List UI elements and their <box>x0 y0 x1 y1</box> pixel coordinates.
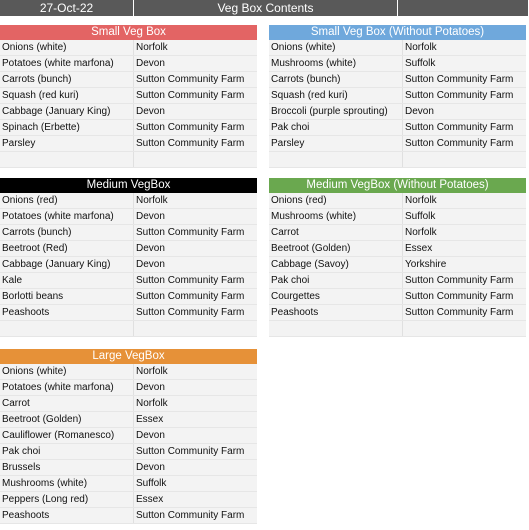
table-row <box>269 225 526 241</box>
small-veg-box-without-potatoes <box>269 25 526 168</box>
table-row <box>269 209 526 225</box>
table-row <box>0 289 257 305</box>
origin-cell[interactable]: Sutton Community Farm <box>136 275 245 286</box>
origin-cell[interactable]: Norfolk <box>136 195 168 206</box>
item-cell[interactable]: Squash (red kuri) <box>0 88 134 103</box>
table-row <box>0 104 257 120</box>
empty-row[interactable] <box>0 321 257 337</box>
table-row <box>269 257 526 273</box>
empty-cell[interactable] <box>134 152 257 167</box>
empty-cell[interactable] <box>134 321 257 336</box>
empty-cell[interactable] <box>403 152 526 167</box>
item-cell[interactable]: Mushrooms (white) <box>0 476 134 491</box>
origin-cell[interactable]: Devon <box>136 58 165 69</box>
item-cell[interactable]: Mushrooms (white) <box>269 209 403 224</box>
medium-vegbox-without-potatoes <box>269 178 526 337</box>
table-row <box>0 364 257 380</box>
table-row <box>0 396 257 412</box>
medium-vegbox <box>0 178 257 337</box>
origin-cell[interactable]: Sutton Community Farm <box>405 74 514 85</box>
item-cell[interactable]: Onions (red) <box>269 193 403 208</box>
table-row <box>0 476 257 492</box>
origin-cell[interactable]: Suffolk <box>136 478 167 489</box>
item-cell[interactable]: Parsley <box>269 136 403 151</box>
empty-row[interactable] <box>269 321 526 337</box>
origin-cell[interactable]: Norfolk <box>136 398 168 409</box>
table-row <box>0 241 257 257</box>
origin-cell[interactable]: Yorkshire <box>405 259 447 270</box>
table-row <box>0 444 257 460</box>
medium-vegbox-without-potatoes-header[interactable]: Medium VegBox (Without Potatoes) <box>269 178 526 193</box>
item-cell[interactable]: Brussels <box>0 460 134 475</box>
table-row <box>0 136 257 152</box>
table-row <box>0 380 257 396</box>
item-cell[interactable]: Potatoes (white marfona) <box>0 56 134 71</box>
large-vegbox-header[interactable]: Large VegBox <box>0 349 257 364</box>
empty-row[interactable] <box>0 152 257 168</box>
small-veg-box-header[interactable]: Small Veg Box <box>0 25 257 40</box>
origin-cell[interactable]: Norfolk <box>136 42 168 53</box>
small-veg-box <box>0 25 257 168</box>
table-row <box>269 241 526 257</box>
sheet-title-cell[interactable]: Veg Box Contents <box>134 0 398 16</box>
empty-cell[interactable] <box>0 152 134 167</box>
table-row <box>0 305 257 321</box>
origin-cell[interactable]: Sutton Community Farm <box>405 138 514 149</box>
item-cell[interactable]: Carrot <box>269 225 403 240</box>
table-row <box>0 412 257 428</box>
empty-cell[interactable] <box>269 152 403 167</box>
origin-cell[interactable]: Sutton Community Farm <box>136 510 245 521</box>
table-row <box>0 56 257 72</box>
origin-cell[interactable]: Sutton Community Farm <box>136 227 245 238</box>
empty-cell[interactable] <box>403 321 526 336</box>
item-cell[interactable]: Potatoes (white marfona) <box>0 209 134 224</box>
date-cell[interactable]: 27-Oct-22 <box>0 0 134 16</box>
table-row <box>0 460 257 476</box>
table-row <box>269 56 526 72</box>
small-veg-box-without-potatoes-header[interactable]: Small Veg Box (Without Potatoes) <box>269 25 526 40</box>
origin-cell[interactable]: Devon <box>136 259 165 270</box>
table-row <box>269 193 526 209</box>
table-row <box>0 120 257 136</box>
table-row <box>269 305 526 321</box>
item-cell[interactable]: Peashoots <box>0 508 134 523</box>
item-cell[interactable]: Beetroot (Golden) <box>0 412 134 427</box>
table-row <box>269 72 526 88</box>
item-cell[interactable]: Pak choi <box>269 273 403 288</box>
item-cell[interactable]: Kale <box>0 273 134 288</box>
origin-cell[interactable]: Sutton Community Farm <box>136 307 245 318</box>
large-vegbox <box>0 349 257 524</box>
table-row <box>269 136 526 152</box>
item-cell[interactable]: Peppers (Long red) <box>0 492 134 507</box>
table-row <box>269 120 526 136</box>
origin-cell[interactable]: Sutton Community Farm <box>136 446 245 457</box>
table-row <box>0 492 257 508</box>
item-cell[interactable]: Mushrooms (white) <box>269 56 403 71</box>
table-row <box>269 104 526 120</box>
item-cell[interactable]: Pak choi <box>269 120 403 135</box>
item-cell[interactable]: Parsley <box>0 136 134 151</box>
item-cell[interactable]: Potatoes (white marfona) <box>0 380 134 395</box>
origin-cell[interactable]: Sutton Community Farm <box>405 275 514 286</box>
origin-cell[interactable]: Devon <box>405 106 434 117</box>
origin-cell[interactable]: Sutton Community Farm <box>136 291 245 302</box>
table-row <box>0 508 257 524</box>
origin-cell[interactable]: Essex <box>405 243 433 254</box>
item-cell[interactable]: Carrots (bunch) <box>0 72 134 87</box>
table-row <box>269 289 526 305</box>
item-cell[interactable]: Broccoli (purple sprouting) <box>269 104 403 119</box>
item-cell[interactable]: Carrots (bunch) <box>0 225 134 240</box>
table-row <box>0 209 257 225</box>
origin-cell[interactable]: Sutton Community Farm <box>136 90 245 101</box>
item-cell[interactable]: Borlotti beans <box>0 289 134 304</box>
table-row <box>0 72 257 88</box>
item-cell[interactable]: Carrot <box>0 396 134 411</box>
item-cell[interactable]: Spinach (Erbette) <box>0 120 134 135</box>
origin-cell[interactable]: Sutton Community Farm <box>405 291 514 302</box>
item-cell[interactable]: Onions (red) <box>0 193 134 208</box>
item-cell[interactable]: Onions (white) <box>269 40 403 55</box>
empty-row[interactable] <box>269 152 526 168</box>
origin-cell[interactable]: Sutton Community Farm <box>405 90 514 101</box>
item-cell[interactable]: Carrots (bunch) <box>269 72 403 87</box>
table-row <box>0 257 257 273</box>
item-cell[interactable]: Cabbage (January King) <box>0 104 134 119</box>
item-cell[interactable]: Beetroot (Red) <box>0 241 134 256</box>
table-row <box>269 273 526 289</box>
origin-cell[interactable]: Devon <box>136 430 165 441</box>
origin-cell[interactable]: Norfolk <box>405 42 437 53</box>
origin-cell[interactable]: Devon <box>136 462 165 473</box>
empty-cell[interactable] <box>269 321 403 336</box>
origin-cell[interactable]: Suffolk <box>405 211 436 222</box>
item-cell[interactable]: Cauliflower (Romanesco) <box>0 428 134 443</box>
origin-cell[interactable]: Norfolk <box>405 195 437 206</box>
origin-cell[interactable]: Sutton Community Farm <box>405 307 514 318</box>
origin-cell[interactable]: Devon <box>136 382 165 393</box>
origin-cell[interactable]: Sutton Community Farm <box>405 122 514 133</box>
item-cell[interactable]: Cabbage (Savoy) <box>269 257 403 272</box>
origin-cell[interactable]: Sutton Community Farm <box>136 74 245 85</box>
origin-cell[interactable]: Sutton Community Farm <box>136 122 245 133</box>
top-header-bar <box>0 0 529 16</box>
table-row <box>0 428 257 444</box>
item-cell[interactable]: Pak choi <box>0 444 134 459</box>
item-cell[interactable]: Cabbage (January King) <box>0 257 134 272</box>
origin-cell[interactable]: Norfolk <box>405 227 437 238</box>
item-cell[interactable]: Onions (white) <box>0 40 134 55</box>
origin-cell[interactable]: Devon <box>136 243 165 254</box>
origin-cell[interactable]: Essex <box>136 414 164 425</box>
item-cell[interactable]: Onions (white) <box>0 364 134 379</box>
table-row <box>0 40 257 56</box>
origin-cell[interactable]: Suffolk <box>405 58 436 69</box>
table-row <box>0 193 257 209</box>
item-cell[interactable]: Peashoots <box>269 305 403 320</box>
medium-vegbox-header[interactable]: Medium VegBox <box>0 178 257 193</box>
origin-cell[interactable]: Sutton Community Farm <box>136 138 245 149</box>
table-row <box>0 88 257 104</box>
origin-cell[interactable]: Norfolk <box>136 366 168 377</box>
item-cell[interactable]: Beetroot (Golden) <box>269 241 403 256</box>
table-row <box>269 40 526 56</box>
item-cell[interactable]: Courgettes <box>269 289 403 304</box>
item-cell[interactable]: Peashoots <box>0 305 134 320</box>
table-row <box>0 225 257 241</box>
empty-header-cell[interactable] <box>398 0 529 16</box>
origin-cell[interactable]: Devon <box>136 106 165 117</box>
origin-cell[interactable]: Devon <box>136 211 165 222</box>
empty-cell[interactable] <box>0 321 134 336</box>
table-row <box>269 88 526 104</box>
origin-cell[interactable]: Essex <box>136 494 164 505</box>
item-cell[interactable]: Squash (red kuri) <box>269 88 403 103</box>
table-row <box>0 273 257 289</box>
